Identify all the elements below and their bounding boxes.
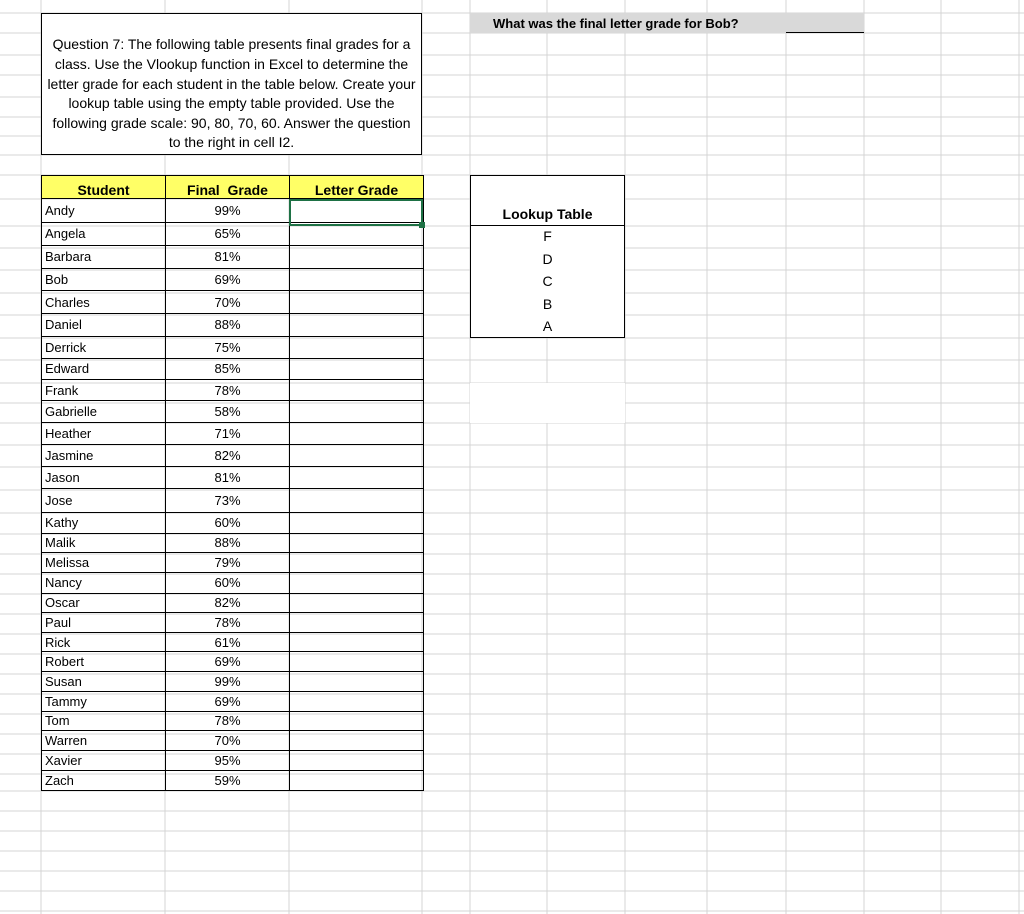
student-name-cell[interactable]: Melissa	[42, 553, 166, 573]
student-name-cell[interactable]: Jason	[42, 467, 166, 489]
student-name-cell[interactable]: Tom	[42, 711, 166, 730]
final-grade-cell[interactable]: 79%	[166, 553, 290, 573]
final-grade-cell[interactable]: 81%	[166, 467, 290, 489]
table-row	[42, 268, 424, 290]
student-name-cell[interactable]: Susan	[42, 672, 166, 691]
final-grade-cell[interactable]: 69%	[166, 652, 290, 672]
lookup-table-title[interactable]: Lookup Table	[502, 206, 593, 222]
student-name-cell[interactable]: Derrick	[42, 336, 166, 358]
final-grade-cell[interactable]: 73%	[166, 489, 290, 512]
final-grade-cell[interactable]: 78%	[166, 711, 290, 730]
final-grade-cell[interactable]: 60%	[166, 573, 290, 593]
final-grade-cell[interactable]: 78%	[166, 612, 290, 632]
final-grade-cell[interactable]: 99%	[166, 199, 290, 223]
student-name-cell[interactable]: Jose	[42, 489, 166, 512]
student-name-cell[interactable]: Gabrielle	[42, 401, 166, 422]
table-row	[42, 652, 424, 672]
letter-grade-cell[interactable]	[290, 223, 424, 245]
table-row	[42, 553, 424, 573]
table-row	[42, 489, 424, 512]
letter-grade-cell[interactable]	[290, 512, 424, 533]
letter-grade-cell[interactable]	[290, 533, 424, 552]
question-text: Question 7: The following table presents final grades for a class. Use the Vlookup function in Excel to determine the letter grade for each student in the table below. Create your lookup table using the empty table provided. Use the following grade scale: 90, 80, 70, 60. Answer the question to the right in cell I2.	[47, 36, 416, 151]
letter-grade-cell[interactable]	[290, 422, 424, 444]
header-letter-grade[interactable]: Letter Grade	[290, 176, 424, 199]
fill-handle[interactable]	[419, 222, 425, 228]
grades-table	[41, 175, 424, 791]
student-name-cell[interactable]: Jasmine	[42, 444, 166, 466]
letter-grade-cell[interactable]	[290, 652, 424, 672]
header-student[interactable]: Student	[42, 176, 166, 199]
table-row	[42, 245, 424, 268]
letter-grade-cell[interactable]	[290, 291, 424, 314]
student-name-cell[interactable]: Malik	[42, 533, 166, 552]
letter-grade-cell[interactable]	[290, 593, 424, 612]
final-grade-cell[interactable]: 99%	[166, 672, 290, 691]
letter-grade-cell[interactable]	[290, 336, 424, 358]
header-final-grade[interactable]: Final Grade	[166, 176, 290, 199]
letter-grade-cell[interactable]	[290, 632, 424, 651]
final-grade-cell[interactable]: 58%	[166, 401, 290, 422]
table-row	[42, 223, 424, 245]
final-grade-cell[interactable]: 61%	[166, 632, 290, 651]
final-grade-cell[interactable]: 85%	[166, 358, 290, 379]
student-name-cell[interactable]: Edward	[42, 358, 166, 379]
letter-grade-cell[interactable]	[290, 314, 424, 336]
letter-grade-cell[interactable]	[290, 691, 424, 711]
final-grade-cell[interactable]: 60%	[166, 512, 290, 533]
table-row	[42, 336, 424, 358]
lookup-letter-cell[interactable]: D	[542, 250, 553, 267]
table-row	[42, 380, 424, 401]
student-name-cell[interactable]: Kathy	[42, 512, 166, 533]
final-grade-cell[interactable]: 70%	[166, 291, 290, 314]
table-row	[42, 401, 424, 422]
final-grade-cell[interactable]: 75%	[166, 336, 290, 358]
table-row	[42, 467, 424, 489]
final-grade-cell[interactable]: 88%	[166, 533, 290, 552]
letter-grade-cell[interactable]	[290, 358, 424, 379]
letter-grade-cell[interactable]	[290, 553, 424, 573]
letter-grade-cell[interactable]	[290, 711, 424, 730]
student-name-cell[interactable]: Warren	[42, 731, 166, 751]
final-grade-cell[interactable]: 70%	[166, 731, 290, 751]
student-name-cell[interactable]: Rick	[42, 632, 166, 651]
student-name-cell[interactable]: Zach	[42, 770, 166, 790]
table-row	[42, 422, 424, 444]
table-row	[42, 632, 424, 651]
table-row	[42, 672, 424, 691]
letter-grade-cell[interactable]	[290, 444, 424, 466]
student-name-cell[interactable]: Daniel	[42, 314, 166, 336]
answer-cell-i2[interactable]	[786, 13, 864, 33]
student-name-cell[interactable]: Frank	[42, 380, 166, 401]
table-row	[42, 751, 424, 770]
lookup-letter-cell[interactable]: A	[542, 318, 553, 334]
table-row	[42, 711, 424, 730]
letter-grade-cell[interactable]	[290, 245, 424, 268]
table-row	[42, 573, 424, 593]
table-row	[42, 731, 424, 751]
letter-grade-cell[interactable]	[290, 380, 424, 401]
final-grade-cell[interactable]: 69%	[166, 691, 290, 711]
active-cell-selection[interactable]	[289, 199, 423, 226]
letter-grade-cell[interactable]	[290, 573, 424, 593]
student-name-cell[interactable]: Robert	[42, 652, 166, 672]
letter-grade-cell[interactable]	[290, 751, 424, 770]
student-name-cell[interactable]: Oscar	[42, 593, 166, 612]
letter-grade-cell[interactable]	[290, 672, 424, 691]
table-row	[42, 770, 424, 790]
final-grade-cell[interactable]: 69%	[166, 268, 290, 290]
letter-grade-cell[interactable]	[290, 489, 424, 512]
final-grade-cell[interactable]: 59%	[166, 770, 290, 790]
final-grade-cell[interactable]: 82%	[166, 593, 290, 612]
prompt-text: What was the final letter grade for Bob?	[493, 16, 739, 31]
student-name-cell[interactable]: Angela	[42, 223, 166, 245]
student-name-cell[interactable]: Charles	[42, 291, 166, 314]
table-row	[42, 533, 424, 552]
lookup-letter-cell[interactable]: F	[543, 228, 552, 244]
final-grade-cell[interactable]: 81%	[166, 245, 290, 268]
grades-header-row	[42, 176, 424, 199]
final-grade-cell[interactable]: 82%	[166, 444, 290, 466]
letter-grade-cell[interactable]	[290, 770, 424, 790]
letter-grade-cell[interactable]	[290, 467, 424, 489]
table-row	[42, 291, 424, 314]
table-row	[42, 358, 424, 379]
blank-cell-area	[470, 383, 625, 423]
table-row	[42, 612, 424, 632]
letter-grade-cell[interactable]	[290, 268, 424, 290]
student-name-cell[interactable]: Tammy	[42, 691, 166, 711]
student-name-cell[interactable]: Xavier	[42, 751, 166, 770]
final-grade-cell[interactable]: 65%	[166, 223, 290, 245]
final-grade-cell[interactable]: 71%	[166, 422, 290, 444]
student-name-cell[interactable]: Bob	[42, 268, 166, 290]
student-name-cell[interactable]: Heather	[42, 422, 166, 444]
final-grade-cell[interactable]: 95%	[166, 751, 290, 770]
final-grade-cell[interactable]: 78%	[166, 380, 290, 401]
letter-grade-cell[interactable]	[290, 612, 424, 632]
table-row	[42, 444, 424, 466]
table-row	[42, 691, 424, 711]
question-text-box[interactable]	[41, 13, 422, 155]
table-row	[42, 314, 424, 336]
lookup-letter-cell[interactable]: C	[542, 273, 553, 289]
student-name-cell[interactable]: Nancy	[42, 573, 166, 593]
student-name-cell[interactable]: Barbara	[42, 245, 166, 268]
student-name-cell[interactable]: Andy	[42, 199, 166, 223]
final-grade-cell[interactable]: 88%	[166, 314, 290, 336]
lookup-letter-cell[interactable]: B	[542, 295, 553, 312]
table-row	[42, 593, 424, 612]
letter-grade-cell[interactable]	[290, 401, 424, 422]
student-name-cell[interactable]: Paul	[42, 612, 166, 632]
letter-grade-cell[interactable]	[290, 731, 424, 751]
table-row	[42, 512, 424, 533]
